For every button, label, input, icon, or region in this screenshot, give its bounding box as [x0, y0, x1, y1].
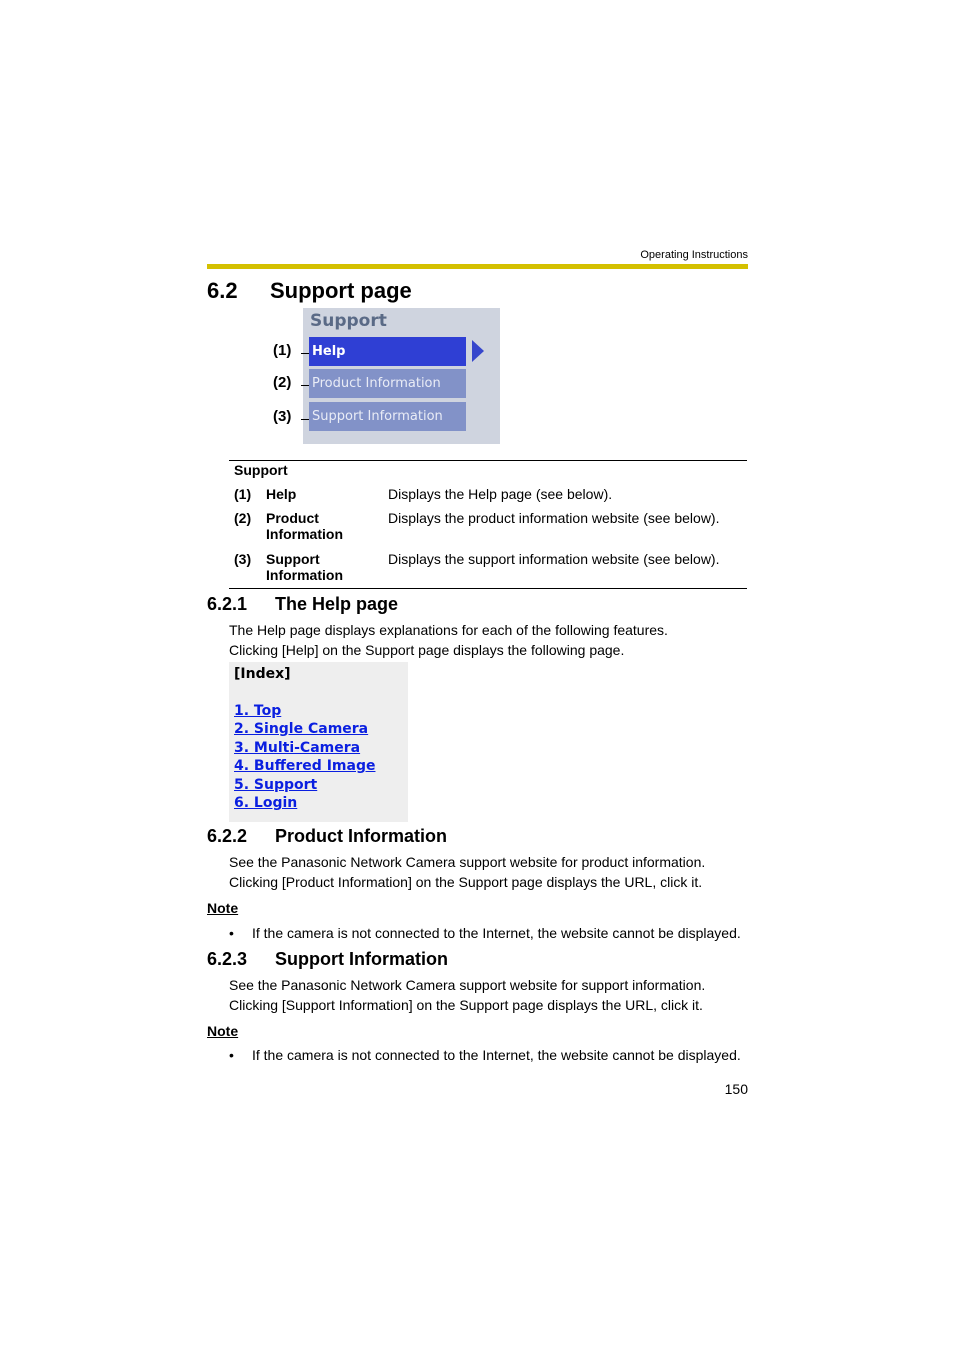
index-link-multi-camera[interactable]: 3. Multi-Camera — [234, 740, 361, 756]
sub3-note-label: Note — [207, 1023, 239, 1039]
table-bottom-rule — [229, 588, 747, 589]
sub2-note-label: Note — [207, 900, 239, 916]
row-3-name-line1: Support — [266, 551, 320, 567]
row-2-number: (2) — [234, 510, 252, 526]
section-number: 6.2 — [207, 278, 238, 303]
callout-1: (1) — [273, 342, 292, 359]
callout-line-1 — [301, 353, 309, 354]
row-2-name-line1: Product — [266, 510, 319, 526]
index-link-support[interactable]: 5. Support — [234, 777, 318, 793]
section-title: Support page — [270, 278, 412, 303]
support-menu-title: Support — [310, 311, 387, 331]
sub3-note-text: If the camera is not connected to the Internet, the website cannot be displayed. — [252, 1047, 741, 1063]
row-3-name-line2: Information — [266, 567, 343, 583]
index-link-single-camera[interactable]: 2. Single Camera — [234, 721, 369, 737]
row-2-name-line2: Information — [266, 526, 343, 542]
support-information-button[interactable]: Support Information — [309, 402, 466, 431]
sub3-para1: See the Panasonic Network Camera support website for support information. — [229, 977, 706, 993]
product-information-button[interactable]: Product Information — [309, 369, 466, 398]
row-1-number: (1) — [234, 486, 252, 502]
sub1-para1: The Help page displays explanations for each of the following features. — [229, 622, 668, 638]
index-link-top[interactable]: 1. Top — [234, 703, 282, 719]
row-3-description: Displays the support information website (see below). — [388, 551, 720, 567]
running-header: Operating Instructions — [640, 249, 748, 261]
table-top-rule — [229, 460, 747, 461]
row-1-description: Displays the Help page (see below). — [388, 486, 613, 502]
sub3-number: 6.2.3 — [207, 949, 248, 969]
row-1-name: Help — [266, 486, 297, 502]
sub3-title: Support Information — [275, 949, 448, 969]
sub2-para2: Clicking [Product Information] on the Support page displays the URL, click it. — [229, 874, 703, 890]
sub2-para1: See the Panasonic Network Camera support website for product information. — [229, 854, 706, 870]
sub2-number: 6.2.2 — [207, 826, 248, 846]
sub2-bullet: • — [229, 925, 234, 941]
row-3-number: (3) — [234, 551, 252, 567]
callout-3: (3) — [273, 408, 292, 425]
sub1-para2: Clicking [Help] on the Support page displays the following page. — [229, 642, 625, 658]
callout-line-3 — [301, 419, 309, 420]
sub1-number: 6.2.1 — [207, 594, 248, 614]
index-link-login[interactable]: 6. Login — [234, 795, 298, 811]
header-rule — [207, 264, 748, 269]
callout-line-2 — [301, 385, 309, 386]
sub2-title: Product Information — [275, 826, 447, 846]
table-heading: Support — [234, 462, 288, 478]
sub1-title: The Help page — [275, 594, 399, 614]
help-index-title: [Index] — [234, 666, 291, 682]
selected-arrow-icon — [472, 340, 484, 362]
sub2-note-text: If the camera is not connected to the Internet, the website cannot be displayed. — [252, 925, 741, 941]
callout-2: (2) — [273, 374, 292, 391]
help-button[interactable]: Help — [309, 337, 466, 366]
sub3-bullet: • — [229, 1047, 234, 1063]
row-2-description: Displays the product information website (see below). — [388, 510, 720, 526]
page-number: 150 — [724, 1081, 748, 1097]
sub3-para2: Clicking [Support Information] on the Support page displays the URL, click it. — [229, 997, 703, 1013]
index-link-buffered-image[interactable]: 4. Buffered Image — [234, 758, 376, 774]
